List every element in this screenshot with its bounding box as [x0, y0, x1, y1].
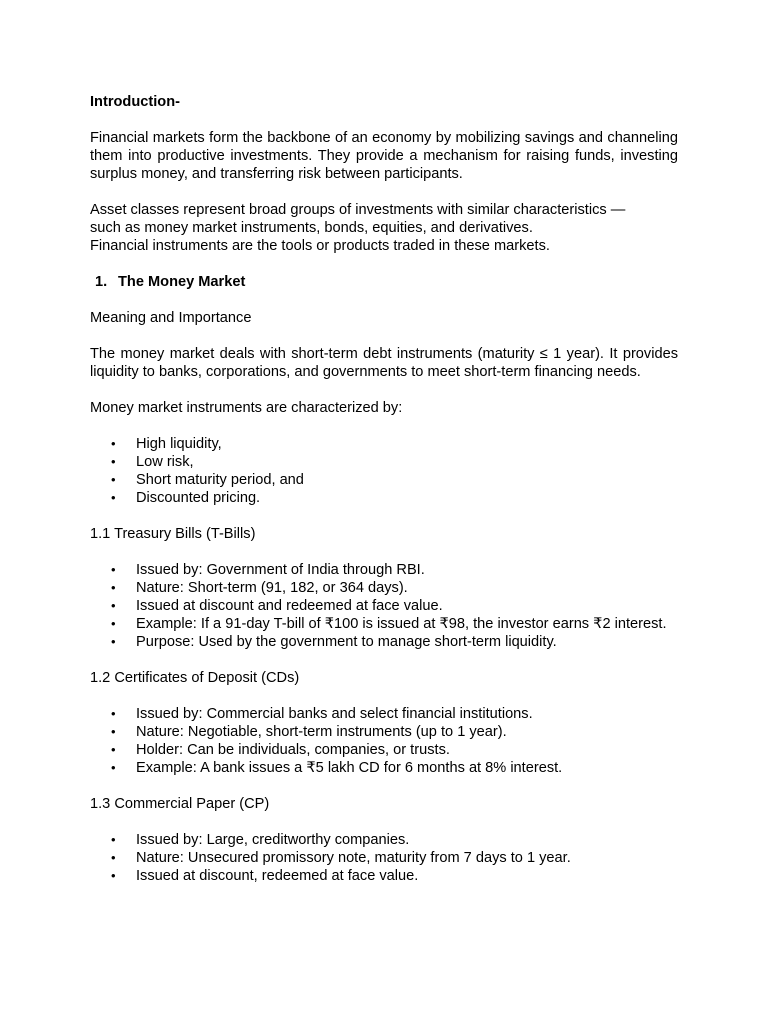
intro-heading: Introduction- [90, 94, 180, 110]
list-item: • Discounted pricing. [111, 490, 261, 506]
section-1-title: The Money Market [118, 274, 246, 290]
cds-heading: 1.2 Certificates of Deposit (CDs) [90, 670, 300, 686]
list-item: • Low risk, [111, 454, 194, 470]
cp-heading: 1.3 Commercial Paper (CP) [90, 796, 270, 812]
intro-paragraph-2-line-2: such as money market instruments, bonds, equities, and derivatives. [90, 220, 533, 236]
section-1-paragraph-1: The money market deals with short-term debt instruments (maturity ≤ 1 year). It provides liquidity to banks, corporations, and governments to meet short-term financing needs. [90, 346, 678, 380]
bullet-icon: • [111, 580, 116, 595]
list-item: • Nature: Short-term (91, 182, or 364 days). [111, 580, 408, 596]
bullet-icon: • [111, 616, 116, 631]
bullet-icon: • [111, 868, 116, 883]
bullet-icon: • [111, 436, 116, 451]
bullet-icon: • [111, 724, 116, 739]
section-1-number: 1. [95, 274, 108, 290]
tbills-heading: 1.1 Treasury Bills (T-Bills) [90, 526, 256, 542]
bullet-icon: • [111, 832, 116, 847]
list-item: • Nature: Unsecured promissory note, maturity from 7 days to 1 year. [111, 850, 571, 866]
intro-paragraph-2-line-3: Financial instruments are the tools or products traded in these markets. [90, 238, 550, 254]
bullet-icon: • [111, 562, 116, 577]
section-1-heading [90, 273, 678, 291]
document-page [90, 93, 678, 885]
bullet-icon: • [111, 742, 116, 757]
list-item: • High liquidity, [111, 436, 222, 452]
bullet-icon: • [111, 454, 116, 469]
list-item: • Issued by: Large, creditworthy companies. [111, 832, 410, 848]
list-item: • Issued by: Commercial banks and select financial institutions. [111, 706, 533, 722]
cds-list [90, 705, 678, 777]
bullet-icon: • [111, 490, 116, 505]
list-item: • Nature: Negotiable, short-term instruments (up to 1 year). [111, 724, 507, 740]
bullet-icon: • [111, 760, 116, 775]
bullet-icon: • [111, 850, 116, 865]
list-item: • Purpose: Used by the government to manage short-term liquidity. [111, 634, 557, 650]
cp-list [90, 831, 678, 885]
list-item: • Holder: Can be individuals, companies, or trusts. [111, 742, 450, 758]
list-item: • Issued at discount, redeemed at face value. [111, 868, 419, 884]
section-1-paragraph-2: Money market instruments are characterized by: [90, 400, 403, 416]
bullet-icon: • [111, 598, 116, 613]
list-item: • Short maturity period, and [111, 472, 304, 488]
list-item: • Example: A bank issues a ₹5 lakh CD for 6 months at 8% interest. [111, 760, 563, 776]
bullet-icon: • [111, 706, 116, 721]
intro-paragraph-1: Financial markets form the backbone of an economy by mobilizing savings and channeling them into productive investments. They provide a mechanism for raising funds, investing surplus money, and transferring risk between participants. [90, 130, 678, 182]
bullet-icon: • [111, 472, 116, 487]
list-item: • Issued at discount and redeemed at face value. [111, 598, 443, 614]
characteristics-list [90, 435, 678, 507]
bullet-icon: • [111, 634, 116, 649]
tbills-list [90, 561, 678, 651]
intro-paragraph-2-line-1: Asset classes represent broad groups of investments with similar characteristics — [90, 202, 626, 218]
list-item: • Example: If a 91-day T-bill of ₹100 is issued at ₹98, the investor earns ₹2 interest. [111, 616, 667, 632]
list-item: • Issued by: Government of India through RBI. [111, 562, 425, 578]
section-1-subheading: Meaning and Importance [90, 310, 252, 326]
